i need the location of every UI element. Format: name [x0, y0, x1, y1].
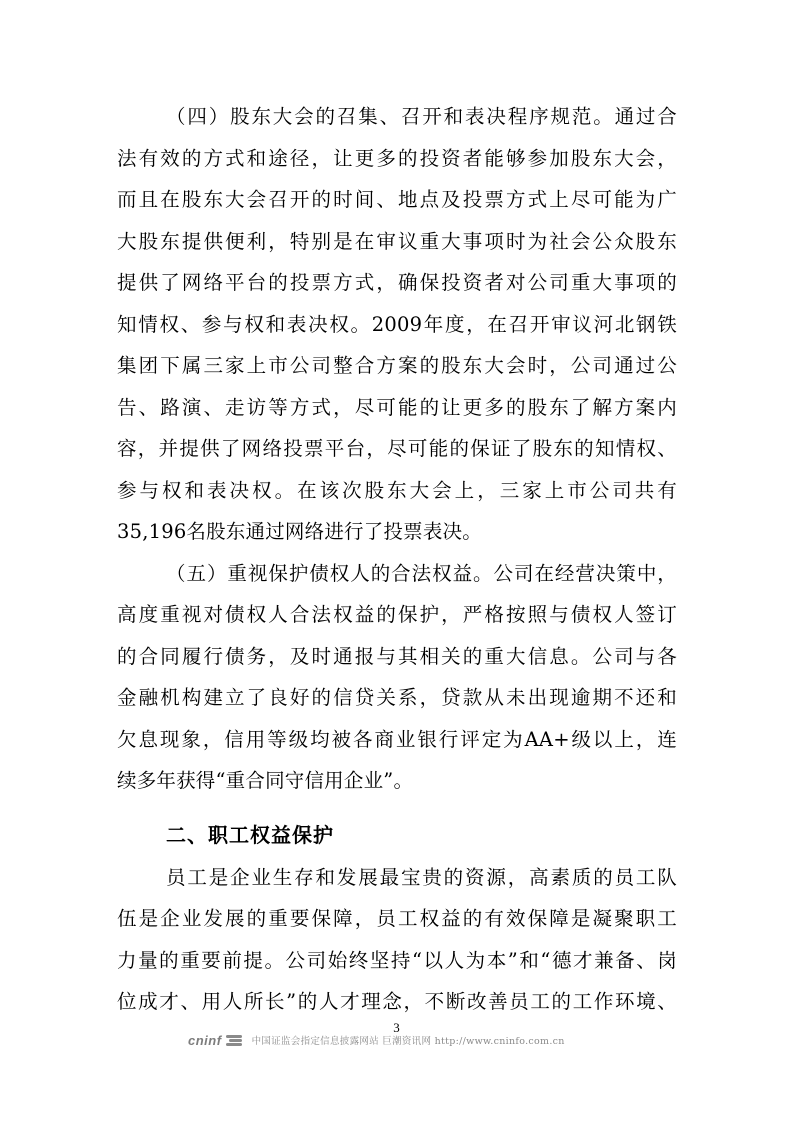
text-line: 参与权和表决权。在该次股东大会上，三家上市公司共有 — [117, 479, 677, 502]
text-line: 提供了网络平台的投票方式，确保投资者对公司重大事项的 — [117, 271, 677, 294]
text-line: 大股东提供便利，特别是在审议重大事项时为社会公众股东 — [117, 230, 677, 253]
text-line: 的合同履行债务，及时通报与其相关的重大信息。公司与各 — [117, 645, 677, 668]
text-line: 金融机构建立了良好的信贷关系，贷款从未出现逾期不还和 — [117, 686, 677, 709]
footer-watermark — [188, 1030, 565, 1050]
text-line: 力量的重要前提。公司始终坚持“以人为本”和“德才兼备、岗 — [117, 949, 677, 972]
text-line: 告、路演、走访等方式，尽可能的让更多的股东了解方案内 — [117, 396, 677, 419]
text-line: 员工是企业生存和发展最宝贵的资源，高素质的员工队 — [166, 866, 677, 889]
text-line: 集团下属三家上市公司整合方案的股东大会时，公司通过公 — [117, 354, 677, 377]
text-line: （五）重视保护债权人的合法权益。公司在经营决策中， — [166, 562, 677, 585]
text-line: 欠息现象，信用等级均被各商业银行评定为AA+级以上，连 — [117, 728, 677, 751]
text-line: 知情权、参与权和表决权。2009年度，在召开审议河北钢铁 — [117, 313, 677, 336]
cninfo-logo-icon — [226, 1034, 242, 1046]
text-line: 而且在股东大会召开的时间、地点及投票方式上尽可能为广 — [117, 188, 677, 211]
text-line: 伍是企业发展的重要保障，员工权益的有效保障是凝聚职工 — [117, 907, 677, 930]
text-line: 35,196名股东通过网络进行了投票表决。 — [117, 520, 482, 543]
page-number: 3 — [393, 1020, 400, 1035]
text-line: 续多年获得“重合同守信用企业”。 — [117, 769, 414, 792]
cninfo-logo-text: cninf — [188, 1032, 222, 1048]
footer-text: 中国证监会指定信息披露网站 巨潮资讯网 http://www.cninfo.com.cn — [251, 1036, 565, 1047]
text-line: 位成才、用人所长”的人才理念，不断改善员工的工作环境、 — [117, 990, 677, 1013]
text-line: 法有效的方式和途径，让更多的投资者能够参加股东大会， — [117, 147, 677, 170]
text-line: 高度重视对债权人合法权益的保护，严格按照与债权人签订 — [117, 603, 677, 626]
text-line: （四）股东大会的召集、召开和表决程序规范。通过合 — [166, 105, 677, 128]
section-heading: 二、职工权益保护 — [166, 823, 334, 847]
text-line: 容，并提供了网络投票平台，尽可能的保证了股东的知情权、 — [117, 437, 677, 460]
